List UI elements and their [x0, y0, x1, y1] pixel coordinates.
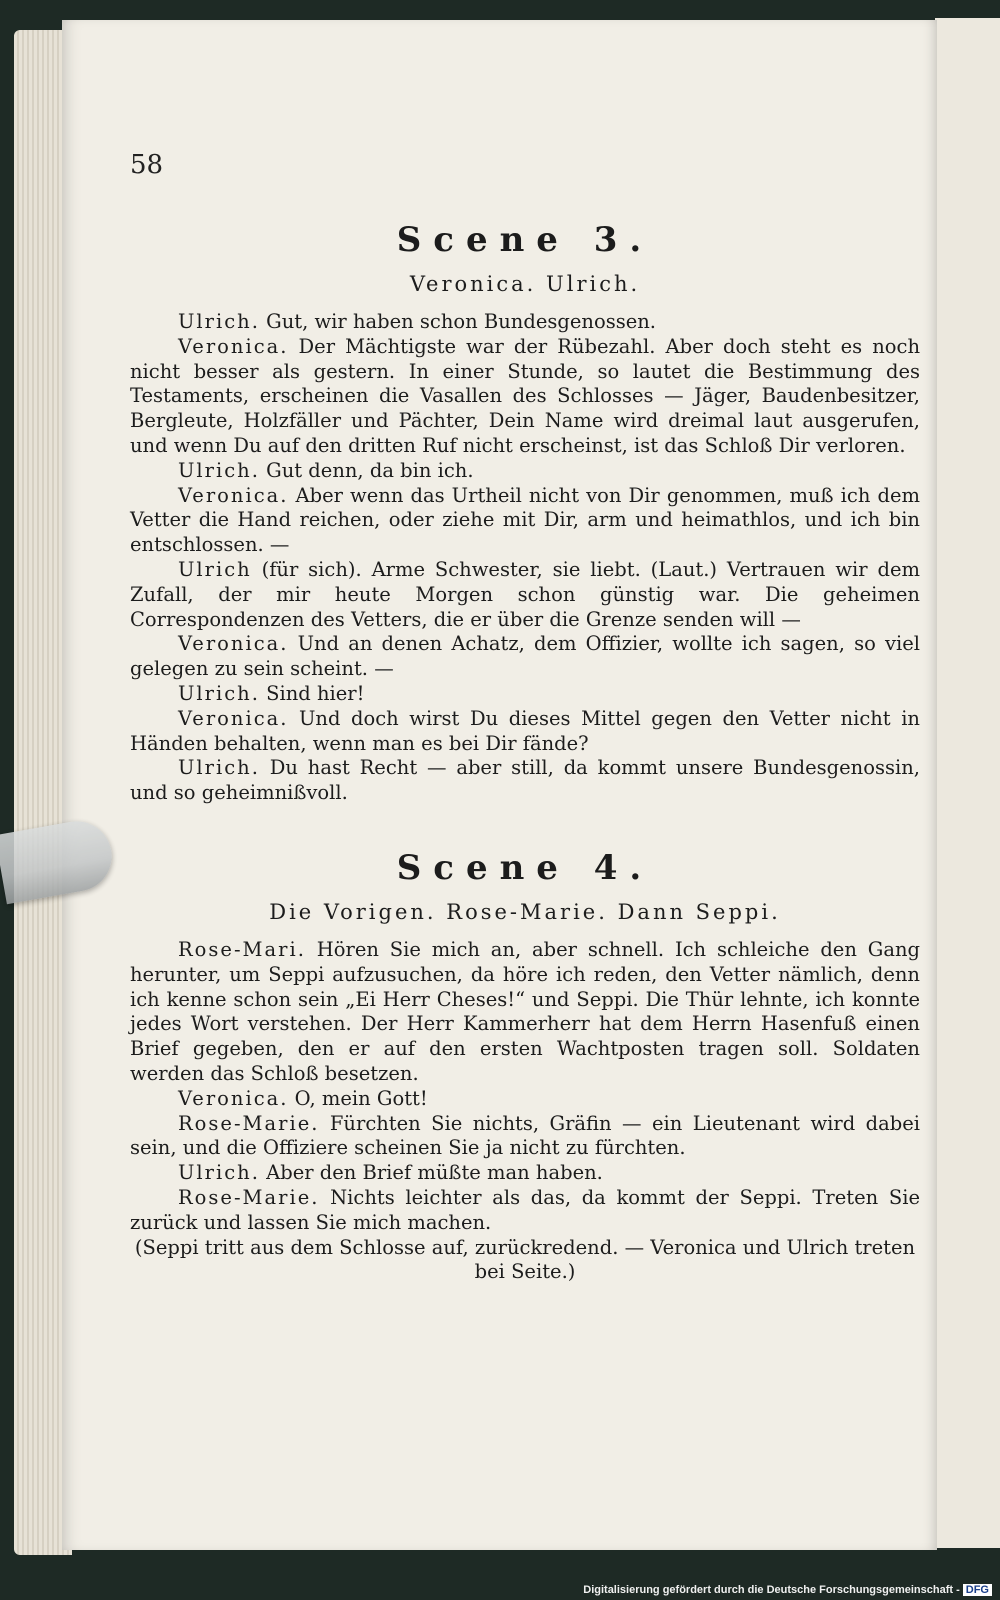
dialogue-line — [130, 1087, 920, 1112]
digitization-footer — [583, 1584, 992, 1596]
dialogue-line — [130, 707, 920, 757]
dialogue-line — [130, 310, 920, 335]
speaker-name: Ulrich. — [178, 756, 260, 780]
dialogue-line — [130, 459, 920, 484]
dialogue-line — [130, 335, 920, 459]
stage-direction: (Seppi tritt aus dem Schlosse auf, zurückredend. — Veronica und Ulrich treten bei Seite.) — [134, 1235, 916, 1284]
dialogue-line — [130, 1161, 920, 1186]
dialogue-text: O, mein Gott! — [294, 1086, 428, 1110]
scene-heading: Scene 3. — [396, 220, 654, 260]
speaker-name: Ulrich — [178, 557, 252, 581]
speaker-name: Veronica. — [178, 706, 289, 730]
dialogue-text: Sind hier! — [266, 681, 365, 705]
speaker-name: Veronica. — [178, 632, 289, 656]
dfg-logo: DFG — [963, 1584, 992, 1596]
dialogue-text: Gut denn, da bin ich. — [266, 458, 474, 482]
speaker-name: Veronica. — [178, 1086, 289, 1110]
dialogue-line — [130, 1112, 920, 1162]
speaker-name: Rose-Mari. — [178, 937, 306, 961]
dialogue-line — [130, 938, 920, 1087]
dialogue-line — [130, 1186, 920, 1236]
dialogue-text: (für sich). Arme Schwester, sie liebt. (Laut.) Vertrauen wir dem Zufall, der mir heute Morgen schon günstig war. Die geheimen Correspondenzen des Vetters, die er über die Grenze senden will — — [130, 557, 920, 631]
dialogue-text: Und an denen Achatz, dem Offizier, wollte ich sagen, so viel gelegen zu sein scheint. — — [130, 632, 920, 681]
dialogue-text: Nichts leichter als das, da kommt der Seppi. Treten Sie zurück und lassen Sie mich machen. — [130, 1185, 920, 1234]
dialogue-text: Fürchten Sie nichts, Gräfin — ein Lieutenant wird dabei sein, und die Offiziere scheinen Sie ja nicht zu fürchten. — [130, 1111, 920, 1160]
dialogue-line — [130, 632, 920, 682]
dialogue-text: Der Mächtigste war der Rübezahl. Aber doch steht es noch nicht besser als gestern. In einer Stunde, so lautet die Bestimmung des Testaments, erscheinen die Vasallen des Schlosses — Jäger, Baudenbesitzer, Bergleute, Holzfäller und Pächter, Dein Name wird dreimal laut ausgerufen, und wenn Du auf den dritten Ruf nicht erscheinst, ist das Schloß Dir verloren. — [130, 334, 921, 457]
speaker-name: Ulrich. — [178, 310, 260, 333]
dialogue-line — [130, 484, 920, 558]
speaker-name: Rose-Marie. — [178, 1111, 320, 1135]
dialogue-text: Und doch wirst Du dieses Mittel gegen den Vetter nicht in Händen behalten, wenn man es bei Dir fände? — [130, 706, 920, 755]
dialogue-text: Gut, wir haben schon Bundesgenossen. — [266, 310, 657, 333]
scene-cast: Die Vorigen. Rose-Marie. Dann Seppi. — [269, 899, 781, 924]
speaker-name: Veronica. — [178, 483, 289, 507]
footer-text: Digitalisierung gefördert durch die Deutsche Forschungsgemeinschaft - — [583, 1584, 960, 1596]
dialogue-text: Du hast Recht — aber still, da kommt unsere Bundesgenossin, und so geheimnißvoll. — [130, 756, 920, 805]
dialogue-line — [130, 682, 920, 707]
dialogue-line — [130, 756, 920, 806]
dialogue-line — [130, 558, 920, 632]
dialogue-text: Hören Sie mich an, aber schnell. Ich schleiche den Gang herunter, um Seppi aufzusuchen, da höre ich reden, den Vetter nämlich, denn ich kenne schon sein „Ei Herr Cheses!“ und Seppi. Die Thür lehnte, ich konnte jedes Wort verstehen. Der Herr Kammerherr hat dem Herrn Hasenfuß einen Brief gegeben, den er auf den ersten Wachtposten tragen soll. Soldaten werden das Schloß besetzen. — [130, 937, 920, 1085]
speaker-name: Rose-Marie. — [178, 1185, 320, 1209]
facing-page-edge — [935, 18, 1000, 1548]
page-number: 58 — [130, 150, 164, 180]
speaker-name: Ulrich. — [178, 458, 260, 482]
scene-3 — [130, 220, 920, 806]
speaker-name: Veronica. — [178, 334, 289, 358]
scene-cast: Veronica. Ulrich. — [409, 272, 641, 296]
dialogue-text: Aber den Brief müßte man haben. — [266, 1161, 603, 1185]
text-block — [130, 220, 920, 1285]
speaker-name: Ulrich. — [178, 1161, 260, 1185]
book-page — [62, 20, 937, 1550]
speaker-name: Ulrich. — [178, 681, 260, 705]
dialogue-text: Aber wenn das Urtheil nicht von Dir genommen, muß ich dem Vetter die Hand reichen, oder ziehe mit Dir, arm und heimathlos, und ich bin entschlossen. — — [130, 483, 920, 557]
scene-4 — [130, 848, 920, 1285]
scene-heading: Scene 4. — [396, 847, 654, 888]
